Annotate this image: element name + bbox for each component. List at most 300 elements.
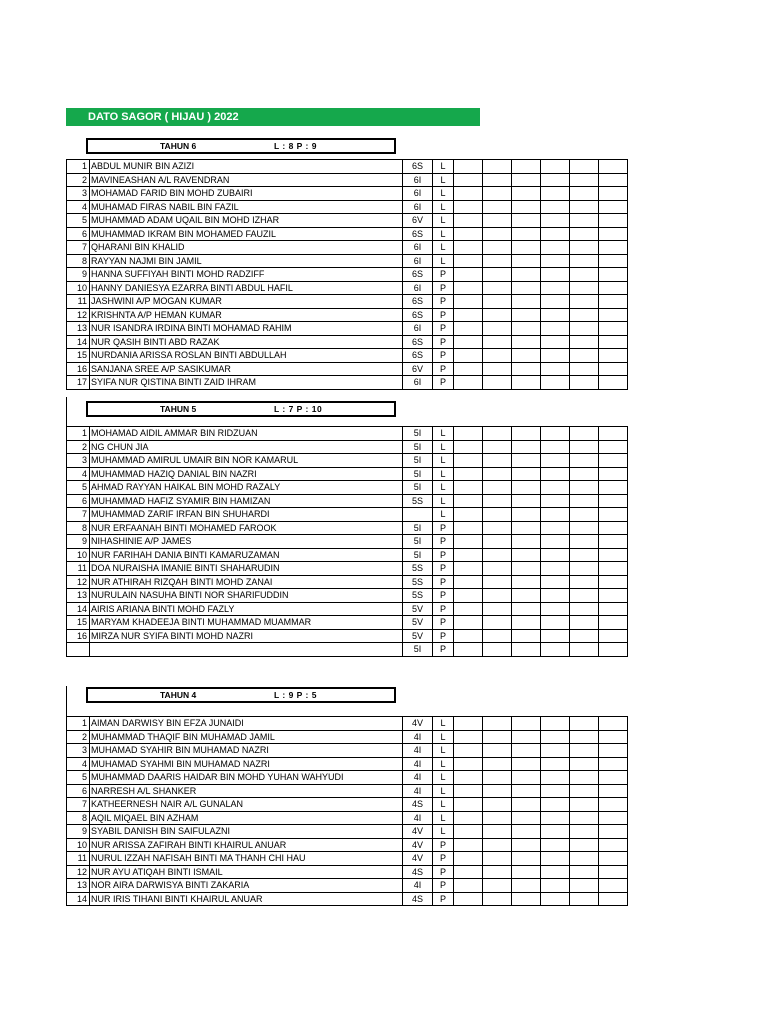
student-name-cell: NUR ARISSA ZAFIRAH BINTI KHAIRUL ANUAR: [90, 838, 403, 852]
row-number-cell: 10: [67, 281, 90, 295]
student-name-cell: SYIFA NUR QISTINA BINTI ZAID IHRAM: [90, 376, 403, 390]
class-cell: 6I: [403, 173, 433, 187]
row-number-cell: 10: [67, 548, 90, 562]
row-number-cell: 10: [67, 838, 90, 852]
table-row: [67, 643, 628, 657]
gender-cell: L: [433, 811, 454, 825]
table-row: [67, 892, 628, 906]
table-row: [67, 717, 628, 731]
table-row: [67, 825, 628, 839]
blank-cell: [541, 508, 570, 522]
blank-cell: [570, 440, 599, 454]
class-cell: 6I: [403, 187, 433, 201]
blank-cell: [483, 825, 512, 839]
table-row: [67, 879, 628, 893]
blank-cell: [454, 227, 483, 241]
class-cell: [403, 508, 433, 522]
student-name-cell: SYABIL DANISH BIN SAIFULAZNI: [90, 825, 403, 839]
blank-cell: [541, 349, 570, 363]
blank-cell: [512, 214, 541, 228]
blank-cell: [454, 494, 483, 508]
blank-cell: [599, 241, 628, 255]
student-name-cell: MUHAMMAD HAZIQ DANIAL BIN NAZRI: [90, 467, 403, 481]
blank-cell: [541, 335, 570, 349]
student-name-cell: MARYAM KHADEEJA BINTI MUHAMMAD MUAMMAR: [90, 616, 403, 630]
table-row: [67, 268, 628, 282]
blank-cell: [570, 548, 599, 562]
blank-cell: [570, 744, 599, 758]
blank-cell: [599, 454, 628, 468]
blank-cell: [512, 454, 541, 468]
student-name-cell: NURULAIN NASUHA BINTI NOR SHARIFUDDIN: [90, 589, 403, 603]
blank-cell: [483, 717, 512, 731]
blank-cell: [541, 200, 570, 214]
row-number-cell: 9: [67, 535, 90, 549]
row-number-cell: 4: [67, 467, 90, 481]
blank-cell: [483, 852, 512, 866]
blank-cell: [512, 508, 541, 522]
blank-cell: [512, 440, 541, 454]
blank-cell: [599, 349, 628, 363]
class-cell: 5I: [403, 467, 433, 481]
blank-cell: [599, 521, 628, 535]
class-cell: 6S: [403, 308, 433, 322]
blank-cell: [512, 879, 541, 893]
blank-cell: [541, 494, 570, 508]
blank-cell: [541, 214, 570, 228]
blank-cell: [454, 562, 483, 576]
blank-cell: [541, 562, 570, 576]
blank-cell: [570, 562, 599, 576]
table-row: [67, 214, 628, 228]
class-cell: 5V: [403, 629, 433, 643]
student-name-cell: MUHAMMAD ADAM UQAIL BIN MOHD IZHAR: [90, 214, 403, 228]
blank-cell: [512, 335, 541, 349]
blank-cell: [599, 440, 628, 454]
blank-cell: [599, 295, 628, 309]
row-number-cell: 8: [67, 811, 90, 825]
blank-cell: [570, 427, 599, 441]
row-number-cell: 7: [67, 241, 90, 255]
blank-cell: [599, 575, 628, 589]
blank-cell: [483, 281, 512, 295]
blank-cell: [599, 535, 628, 549]
blank-cell: [541, 629, 570, 643]
blank-cell: [570, 481, 599, 495]
gender-cell: P: [433, 892, 454, 906]
table-row: [67, 227, 628, 241]
gender-cell: L: [433, 440, 454, 454]
table-row: [67, 241, 628, 255]
table-row: [67, 308, 628, 322]
class-cell: 4V: [403, 838, 433, 852]
blank-cell: [512, 798, 541, 812]
class-cell: 5S: [403, 562, 433, 576]
blank-cell: [570, 629, 599, 643]
blank-cell: [483, 214, 512, 228]
blank-cell: [512, 227, 541, 241]
row-number-cell: 8: [67, 521, 90, 535]
gender-cell: L: [433, 467, 454, 481]
blank-cell: [570, 730, 599, 744]
blank-cell: [541, 535, 570, 549]
gender-cell: P: [433, 838, 454, 852]
blank-cell: [541, 254, 570, 268]
blank-cell: [483, 811, 512, 825]
gender-cell: P: [433, 575, 454, 589]
blank-cell: [454, 268, 483, 282]
blank-cell: [512, 575, 541, 589]
row-number-cell: 5: [67, 214, 90, 228]
table-row: [67, 730, 628, 744]
blank-cell: [454, 784, 483, 798]
gender-cell: P: [433, 865, 454, 879]
blank-cell: [483, 454, 512, 468]
blank-cell: [454, 575, 483, 589]
blank-cell: [512, 562, 541, 576]
blank-cell: [512, 254, 541, 268]
blank-cell: [570, 602, 599, 616]
blank-cell: [599, 562, 628, 576]
class-cell: 5V: [403, 616, 433, 630]
blank-cell: [454, 811, 483, 825]
class-cell: 4I: [403, 811, 433, 825]
section-divider: [66, 397, 67, 427]
blank-cell: [512, 717, 541, 731]
row-number-cell: 7: [67, 798, 90, 812]
blank-cell: [512, 241, 541, 255]
gender-cell: P: [433, 562, 454, 576]
blank-cell: [570, 811, 599, 825]
blank-cell: [570, 187, 599, 201]
blank-cell: [541, 892, 570, 906]
gender-cell: P: [433, 295, 454, 309]
blank-cell: [570, 892, 599, 906]
class-cell: 6I: [403, 200, 433, 214]
blank-cell: [570, 784, 599, 798]
blank-cell: [541, 811, 570, 825]
blank-cell: [541, 227, 570, 241]
gender-cell: L: [433, 160, 454, 174]
student-name-cell: ABDUL MUNIR BIN AZIZI: [90, 160, 403, 174]
student-name-cell: AHMAD RAYYAN HAIKAL BIN MOHD RAZALY: [90, 481, 403, 495]
gender-cell: P: [433, 335, 454, 349]
blank-cell: [483, 562, 512, 576]
blank-cell: [454, 295, 483, 309]
gender-cell: L: [433, 494, 454, 508]
blank-cell: [541, 241, 570, 255]
blank-cell: [483, 575, 512, 589]
gender-cell: P: [433, 535, 454, 549]
blank-cell: [541, 467, 570, 481]
blank-cell: [483, 200, 512, 214]
roster-table-tahun-4: [66, 716, 628, 906]
blank-cell: [483, 440, 512, 454]
class-cell: 5I: [403, 548, 433, 562]
blank-cell: [599, 173, 628, 187]
blank-cell: [570, 454, 599, 468]
blank-cell: [483, 757, 512, 771]
blank-cell: [541, 481, 570, 495]
student-name-cell: MUHAMMAD ZARIF IRFAN BIN SHUHARDI: [90, 508, 403, 522]
blank-cell: [599, 879, 628, 893]
blank-cell: [483, 535, 512, 549]
gender-cell: P: [433, 521, 454, 535]
blank-cell: [483, 295, 512, 309]
blank-cell: [483, 349, 512, 363]
blank-cell: [483, 798, 512, 812]
blank-cell: [454, 730, 483, 744]
blank-cell: [541, 852, 570, 866]
row-number-cell: 4: [67, 200, 90, 214]
blank-cell: [483, 335, 512, 349]
sheet-title: DATO SAGOR ( HIJAU ) 2022: [66, 108, 480, 126]
student-name-cell: MUHAMMAD AMIRUL UMAIR BIN NOR KAMARUL: [90, 454, 403, 468]
blank-cell: [454, 852, 483, 866]
gender-cell: L: [433, 214, 454, 228]
blank-cell: [541, 602, 570, 616]
class-cell: 5I: [403, 521, 433, 535]
blank-cell: [454, 281, 483, 295]
gender-cell: L: [433, 254, 454, 268]
row-number-cell: 14: [67, 892, 90, 906]
student-name-cell: MUHAMMAD DAARIS HAIDAR BIN MOHD YUHAN WAHYUDI: [90, 771, 403, 785]
blank-cell: [483, 308, 512, 322]
student-name-cell: NUR ATHIRAH RIZQAH BINTI MOHD ZANAI: [90, 575, 403, 589]
gender-cell: P: [433, 349, 454, 363]
blank-cell: [454, 602, 483, 616]
row-number-cell: 1: [67, 160, 90, 174]
blank-cell: [541, 295, 570, 309]
blank-cell: [483, 521, 512, 535]
student-name-cell: NURDANIA ARISSA ROSLAN BINTI ABDULLAH: [90, 349, 403, 363]
blank-cell: [570, 717, 599, 731]
blank-cell: [454, 467, 483, 481]
class-cell: 5I: [403, 643, 433, 657]
student-name-cell: MIRZA NUR SYIFA BINTI MOHD NAZRI: [90, 629, 403, 643]
blank-cell: [599, 281, 628, 295]
student-name-cell: DOA NURAISHA IMANIE BINTI SHAHARUDIN: [90, 562, 403, 576]
row-number-cell: 1: [67, 427, 90, 441]
blank-cell: [454, 825, 483, 839]
blank-cell: [483, 616, 512, 630]
row-number-cell: 16: [67, 629, 90, 643]
student-name-cell: AIRIS ARIANA BINTI MOHD FAZLY: [90, 602, 403, 616]
blank-cell: [454, 481, 483, 495]
blank-cell: [570, 508, 599, 522]
blank-cell: [599, 427, 628, 441]
class-cell: 4I: [403, 879, 433, 893]
blank-cell: [483, 589, 512, 603]
student-name-cell: MUHAMMAD HAFIZ SYAMIR BIN HAMIZAN: [90, 494, 403, 508]
blank-cell: [512, 771, 541, 785]
gender-cell: L: [433, 227, 454, 241]
class-cell: 5I: [403, 427, 433, 441]
blank-cell: [512, 160, 541, 174]
table-row: [67, 200, 628, 214]
gender-cell: L: [433, 744, 454, 758]
blank-cell: [599, 798, 628, 812]
blank-cell: [570, 616, 599, 630]
blank-cell: [512, 629, 541, 643]
row-number-cell: 13: [67, 322, 90, 336]
blank-cell: [512, 295, 541, 309]
class-cell: 6S: [403, 349, 433, 363]
blank-cell: [454, 349, 483, 363]
row-number-cell: 14: [67, 602, 90, 616]
row-number-cell: 3: [67, 454, 90, 468]
blank-cell: [483, 481, 512, 495]
class-cell: 4V: [403, 717, 433, 731]
student-name-cell: MUHAMMAD IKRAM BIN MOHAMED FAUZIL: [90, 227, 403, 241]
class-cell: 5S: [403, 589, 433, 603]
blank-cell: [570, 589, 599, 603]
class-cell: 4S: [403, 798, 433, 812]
section-year: TAHUN 5: [160, 404, 197, 414]
blank-cell: [570, 825, 599, 839]
class-cell: 6I: [403, 241, 433, 255]
blank-cell: [541, 717, 570, 731]
row-number-cell: 4: [67, 757, 90, 771]
blank-cell: [541, 757, 570, 771]
blank-cell: [483, 838, 512, 852]
blank-cell: [541, 454, 570, 468]
gender-cell: L: [433, 481, 454, 495]
blank-cell: [512, 268, 541, 282]
blank-cell: [512, 308, 541, 322]
blank-cell: [483, 643, 512, 657]
blank-cell: [454, 440, 483, 454]
student-name-cell: AQIL MIQAEL BIN AZHAM: [90, 811, 403, 825]
student-name-cell: NUR AYU ATIQAH BINTI ISMAIL: [90, 865, 403, 879]
table-row: [67, 494, 628, 508]
blank-cell: [570, 254, 599, 268]
row-number-cell: 9: [67, 825, 90, 839]
blank-cell: [541, 308, 570, 322]
blank-cell: [512, 892, 541, 906]
section-header-tahun-5: [86, 401, 396, 417]
row-number-cell: 11: [67, 562, 90, 576]
blank-cell: [599, 865, 628, 879]
blank-cell: [512, 730, 541, 744]
row-number-cell: 12: [67, 865, 90, 879]
section-divider: [66, 686, 67, 716]
blank-cell: [483, 254, 512, 268]
student-name-cell: SANJANA SREE A/P SASIKUMAR: [90, 362, 403, 376]
table-row: [67, 838, 628, 852]
blank-cell: [570, 865, 599, 879]
class-cell: 6I: [403, 322, 433, 336]
gender-cell: P: [433, 281, 454, 295]
gender-cell: L: [433, 187, 454, 201]
gender-cell: L: [433, 241, 454, 255]
blank-cell: [541, 322, 570, 336]
blank-cell: [541, 268, 570, 282]
class-cell: 6I: [403, 281, 433, 295]
row-number-cell: 11: [67, 295, 90, 309]
blank-cell: [512, 852, 541, 866]
section-year: TAHUN 6: [160, 141, 197, 151]
blank-cell: [512, 187, 541, 201]
class-cell: 4I: [403, 757, 433, 771]
gender-cell: P: [433, 268, 454, 282]
row-number-cell: 14: [67, 335, 90, 349]
table-row: [67, 508, 628, 522]
blank-cell: [541, 784, 570, 798]
gender-cell: P: [433, 308, 454, 322]
class-cell: 6S: [403, 227, 433, 241]
row-number-cell: 2: [67, 440, 90, 454]
row-number-cell: [67, 643, 90, 657]
blank-cell: [483, 241, 512, 255]
blank-cell: [599, 187, 628, 201]
blank-cell: [512, 744, 541, 758]
blank-cell: [541, 575, 570, 589]
blank-cell: [512, 825, 541, 839]
blank-cell: [454, 335, 483, 349]
class-cell: 6I: [403, 254, 433, 268]
blank-cell: [483, 892, 512, 906]
class-cell: 4I: [403, 730, 433, 744]
section-counts: L : 8 P : 9: [274, 141, 317, 151]
blank-cell: [541, 744, 570, 758]
blank-cell: [599, 717, 628, 731]
student-name-cell: HANNA SUFFIYAH BINTI MOHD RADZIFF: [90, 268, 403, 282]
row-number-cell: 2: [67, 730, 90, 744]
blank-cell: [570, 467, 599, 481]
roster-table-tahun-6: [66, 159, 628, 390]
blank-cell: [570, 281, 599, 295]
class-cell: 5I: [403, 454, 433, 468]
row-number-cell: 1: [67, 717, 90, 731]
blank-cell: [541, 771, 570, 785]
blank-cell: [570, 200, 599, 214]
row-number-cell: 12: [67, 308, 90, 322]
row-number-cell: 2: [67, 173, 90, 187]
blank-cell: [512, 481, 541, 495]
row-number-cell: 7: [67, 508, 90, 522]
student-name-cell: NIHASHINIE A/P JAMES: [90, 535, 403, 549]
section-counts: L : 7 P : 10: [274, 404, 323, 414]
blank-cell: [599, 757, 628, 771]
gender-cell: P: [433, 616, 454, 630]
blank-cell: [483, 362, 512, 376]
table-row: [67, 629, 628, 643]
blank-cell: [599, 744, 628, 758]
blank-cell: [454, 798, 483, 812]
student-name-cell: NUR FARIHAH DANIA BINTI KAMARUZAMAN: [90, 548, 403, 562]
blank-cell: [512, 349, 541, 363]
blank-cell: [541, 362, 570, 376]
class-cell: 5V: [403, 602, 433, 616]
table-row: [67, 521, 628, 535]
student-name-cell: NURUL IZZAH NAFISAH BINTI MA THANH CHI HAU: [90, 852, 403, 866]
table-row: [67, 335, 628, 349]
blank-cell: [599, 771, 628, 785]
blank-cell: [454, 717, 483, 731]
blank-cell: [541, 427, 570, 441]
row-number-cell: 16: [67, 362, 90, 376]
blank-cell: [454, 427, 483, 441]
blank-cell: [454, 629, 483, 643]
table-row: [67, 535, 628, 549]
blank-cell: [512, 865, 541, 879]
blank-cell: [570, 798, 599, 812]
table-row: [67, 454, 628, 468]
table-row: [67, 187, 628, 201]
blank-cell: [599, 494, 628, 508]
blank-cell: [454, 160, 483, 174]
